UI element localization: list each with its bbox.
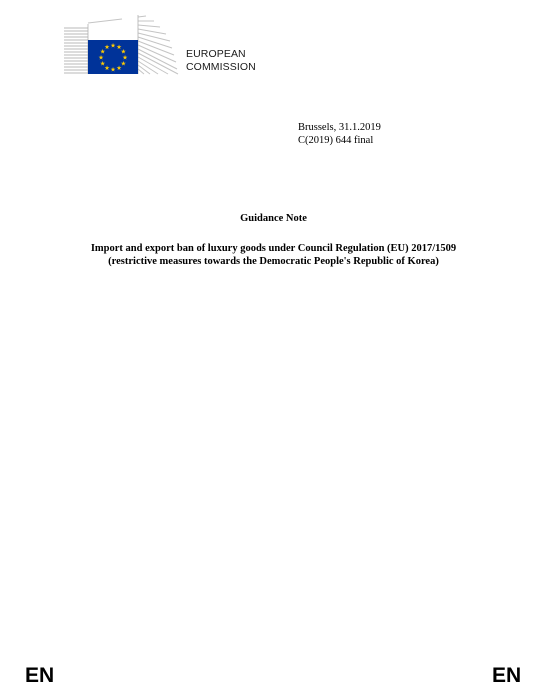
organization-name-line1: EUROPEAN [186, 48, 246, 60]
svg-text:★: ★ [110, 66, 116, 74]
document-title-line1: Import and export ban of luxury goods under Council Regulation (EU) 2017/1509 [90, 243, 457, 254]
svg-text:★: ★ [104, 44, 110, 52]
svg-text:★: ★ [120, 48, 127, 56]
svg-text:★: ★ [99, 60, 106, 68]
document-title-line2: (restrictive measures towards the Democratic People's Republic of Korea) [108, 255, 439, 267]
svg-text:★: ★ [98, 54, 104, 62]
svg-text:★: ★ [122, 54, 128, 62]
svg-text:★: ★ [99, 48, 106, 56]
footer-language-right: EN [492, 664, 522, 687]
document-title [0, 243, 547, 268]
document-reference: C(2019) 644 final [298, 135, 374, 146]
place-date: Brussels, 31.1.2019 [298, 122, 381, 133]
document-meta [298, 121, 381, 147]
eu-flag-icon [88, 40, 138, 74]
footer-language-left: EN [25, 664, 55, 687]
document-type: Guidance Note [240, 213, 307, 224]
svg-text:★: ★ [104, 64, 110, 72]
svg-text:★: ★ [120, 60, 127, 68]
svg-text:★: ★ [116, 64, 122, 72]
svg-text:★: ★ [116, 44, 122, 52]
svg-text:★: ★ [110, 42, 116, 50]
organization-name [186, 48, 256, 73]
european-commission-logo-icon [64, 14, 190, 76]
organization-name-line2: COMMISSION [186, 60, 256, 73]
